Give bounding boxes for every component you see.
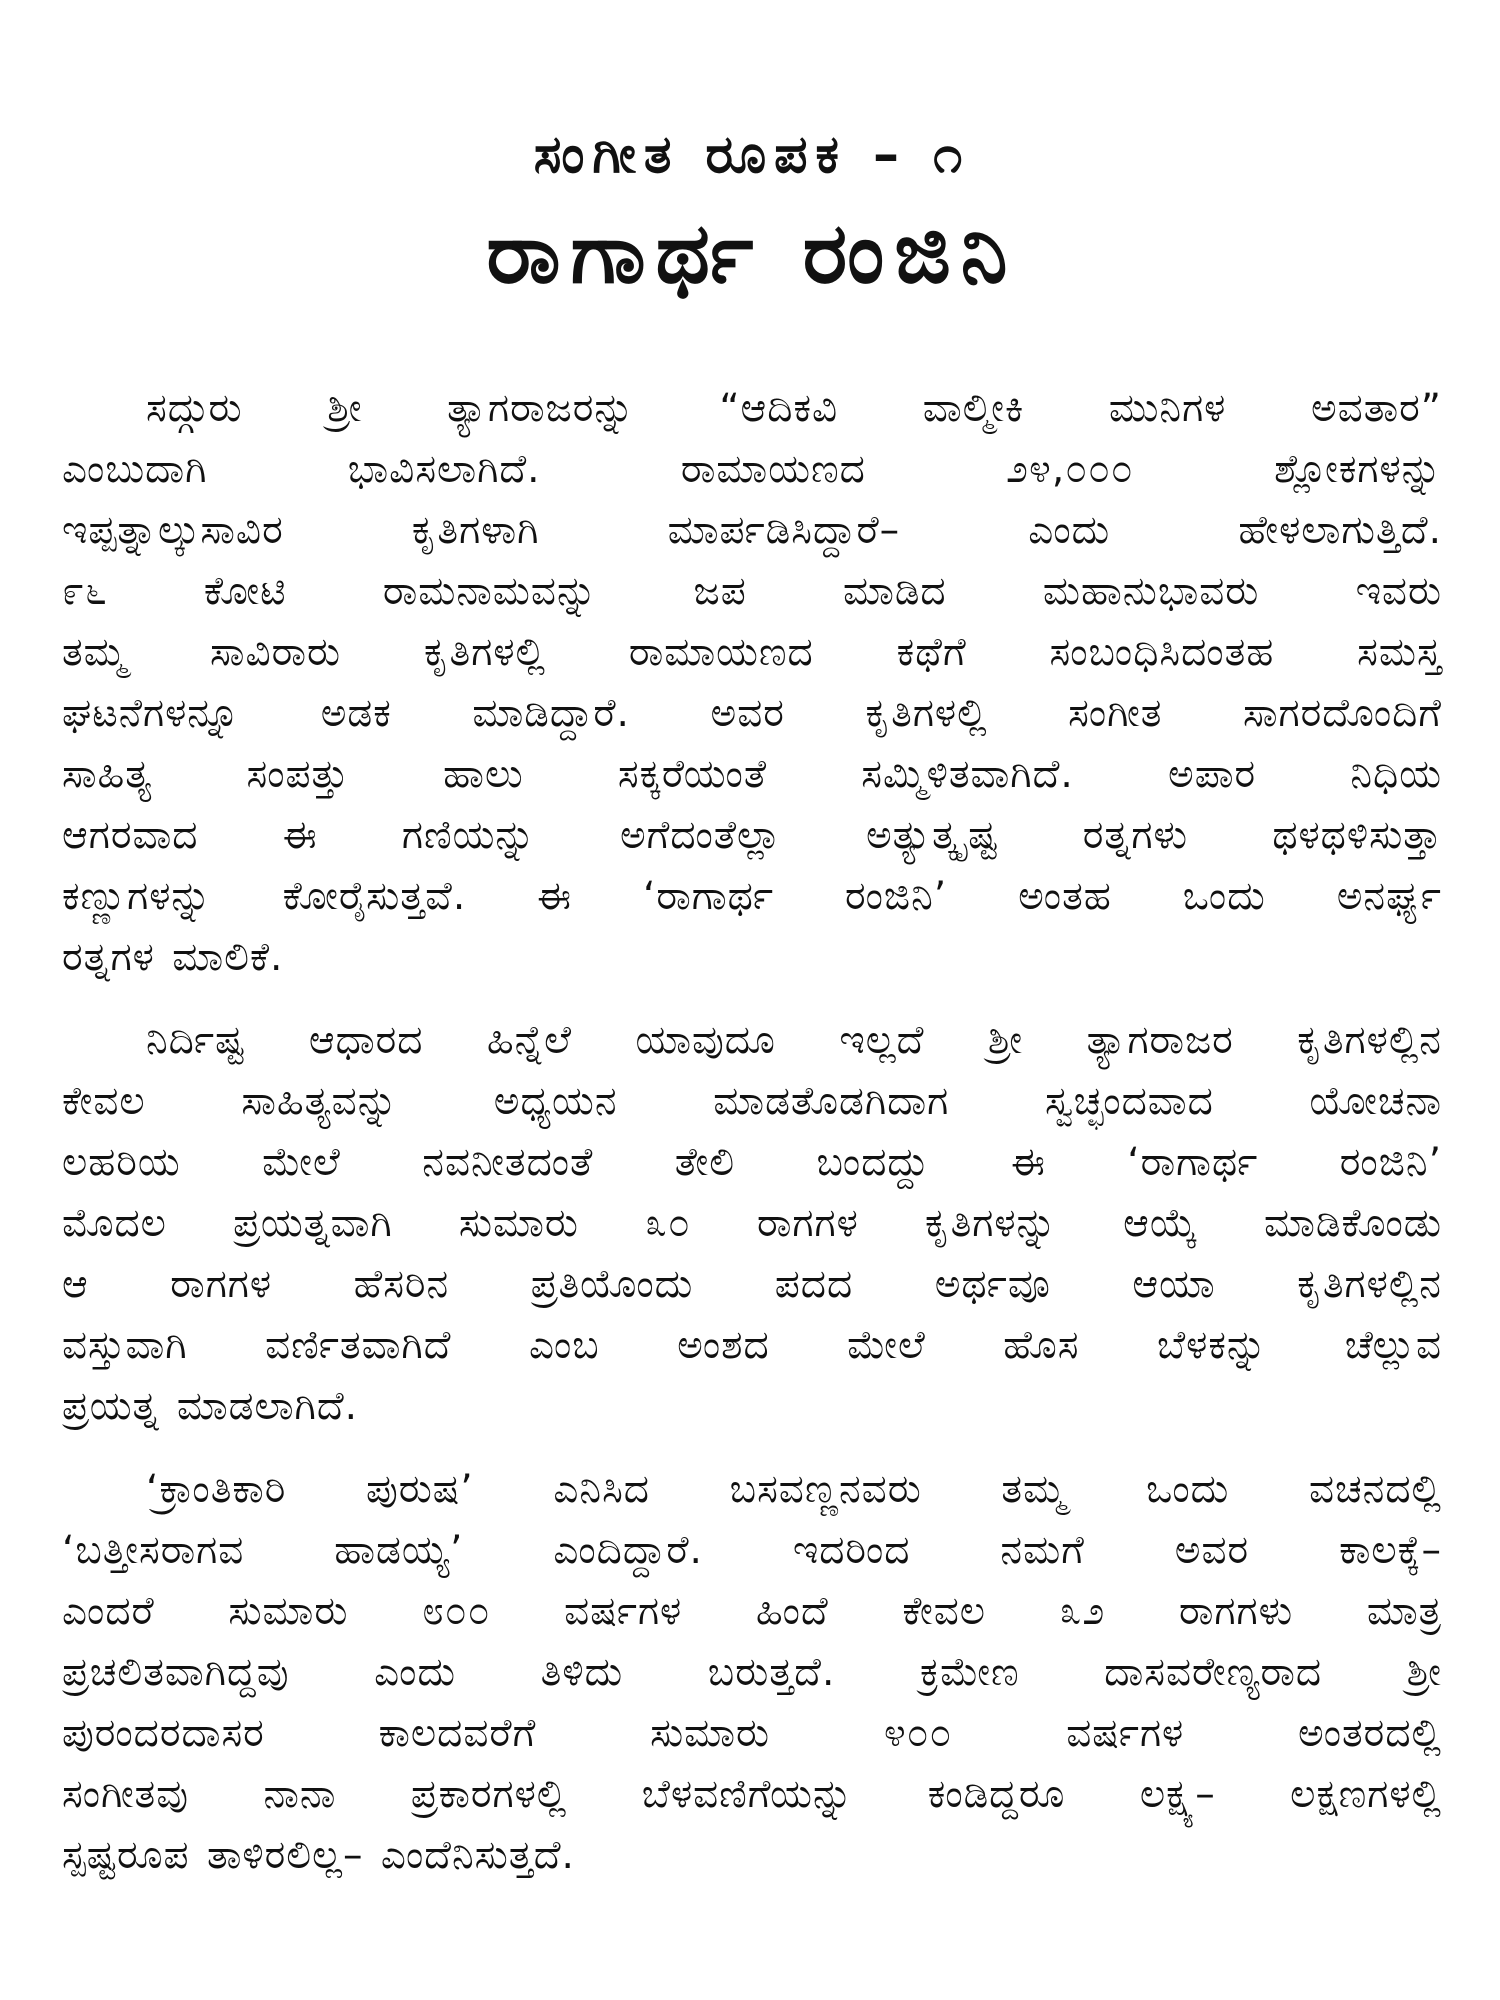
text-line: ಘಟನೆಗಳನ್ನೂ ಅಡಕ ಮಾಡಿದ್ದಾರೆ. ಅವರ ಕೃತಿಗಳಲ್ಲಿ ಸಂಗೀತ ಸಾಗರದೊಂದಿಗೆ (62, 691, 1442, 736)
paragraph-2 (62, 1010, 1442, 1437)
text-line: ಪುರಂದರದಾಸರ ಕಾಲದವರೆಗೆ ಸುಮಾರು ೪೦೦ ವರ್ಷಗಳ ಅಂತರದಲ್ಲಿ (62, 1711, 1442, 1756)
text-line: ಎಂಬುದಾಗಿ ಭಾವಿಸಲಾಗಿದೆ. ರಾಮಾಯಣದ ೨೪,೦೦೦ ಶ್ಲೋಕಗಳನ್ನು (62, 447, 1442, 492)
text-line: ಸ್ಪಷ್ಟರೂಪ ತಾಳಿರಲಿಲ್ಲ– ಎಂದೆನಿಸುತ್ತದೆ. (62, 1833, 575, 1878)
text-line: ಆ ರಾಗಗಳ ಹೆಸರಿನ ಪ್ರತಿಯೊಂದು ಪದದ ಅರ್ಥವೂ ಆಯಾ ಕೃತಿಗಳಲ್ಲಿನ (62, 1262, 1442, 1307)
text-line: ಮೊದಲ ಪ್ರಯತ್ನವಾಗಿ ಸುಮಾರು ೩೦ ರಾಗಗಳ ಕೃತಿಗಳನ್ನು ಆಯ್ಕೆ ಮಾಡಿಕೊಂಡು (62, 1201, 1442, 1246)
paragraph-1 (62, 378, 1442, 988)
text-line: ಸಂಗೀತವು ನಾನಾ ಪ್ರಕಾರಗಳಲ್ಲಿ ಬೆಳವಣಿಗೆಯನ್ನು ಕಂಡಿದ್ದರೂ ಲಕ್ಷ್ಯ– ಲಕ್ಷಣಗಳಲ್ಲಿ (62, 1772, 1442, 1817)
paragraph-3 (62, 1459, 1442, 1886)
page-subtitle: ಸಂಗೀತ ರೂಪಕ – ೧ (533, 125, 971, 185)
text-line: ಎಂದರೆ ಸುಮಾರು ೮೦೦ ವರ್ಷಗಳ ಹಿಂದೆ ಕೇವಲ ೩೨ ರಾಗಗಳು ಮಾತ್ರ (62, 1589, 1442, 1634)
text-line: ಸದ್ಗುರು ಶ್ರೀ ತ್ಯಾಗರಾಜರನ್ನು “ಆದಿಕವಿ ವಾಲ್ಮೀಕಿ ಮುನಿಗಳ ಅವತಾರ” (146, 386, 1442, 431)
text-line: ಸಾಹಿತ್ಯ ಸಂಪತ್ತು ಹಾಲು ಸಕ್ಕರೆಯಂತೆ ಸಮ್ಮಿಳಿತವಾಗಿದೆ. ಅಪಾರ ನಿಧಿಯ (62, 752, 1442, 797)
text-line: ರತ್ನಗಳ ಮಾಲಿಕೆ. (62, 935, 284, 980)
text-line: ನಿರ್ದಿಷ್ಟ ಆಧಾರದ ಹಿನ್ನೆಲೆ ಯಾವುದೂ ಇಲ್ಲದೆ ಶ್ರೀ ತ್ಯಾಗರಾಜರ ಕೃತಿಗಳಲ್ಲಿನ (146, 1018, 1442, 1063)
text-line: ಕಣ್ಣುಗಳನ್ನು ಕೋರೈಸುತ್ತವೆ. ಈ ‘ರಾಗಾರ್ಥ ರಂಜಿನಿ’ ಅಂತಹ ಒಂದು ಅನರ್ಘ್ಯ (62, 874, 1442, 919)
text-line: ಲಹರಿಯ ಮೇಲೆ ನವನೀತದಂತೆ ತೇಲಿ ಬಂದದ್ದು ಈ ‘ರಾಗಾರ್ಥ ರಂಜಿನಿ’ (62, 1140, 1442, 1185)
text-line: ಪ್ರಚಲಿತವಾಗಿದ್ದವು ಎಂದು ತಿಳಿದು ಬರುತ್ತದೆ. ಕ್ರಮೇಣ ದಾಸವರೇಣ್ಯರಾದ ಶ್ರೀ (62, 1650, 1442, 1695)
page-title: ರಾಗಾರ್ಥ ರಂಜಿನಿ (486, 204, 1018, 302)
text-line: ಇಪ್ಪತ್ನಾಲ್ಕುಸಾವಿರ ಕೃತಿಗಳಾಗಿ ಮಾರ್ಪಡಿಸಿದ್ದಾರೆ– ಎಂದು ಹೇಳಲಾಗುತ್ತಿದೆ. (62, 508, 1442, 553)
text-line: ಪ್ರಯತ್ನ ಮಾಡಲಾಗಿದೆ. (62, 1384, 359, 1429)
text-line: ೯೬ ಕೋಟಿ ರಾಮನಾಮವನ್ನು ಜಪ ಮಾಡಿದ ಮಹಾನುಭಾವರು ಇವರು (62, 569, 1442, 614)
text-line: ‘ಕ್ರಾಂತಿಕಾರಿ ಪುರುಷ’ ಎನಿಸಿದ ಬಸವಣ್ಣನವರು ತಮ್ಮ ಒಂದು ವಚನದಲ್ಲಿ (146, 1467, 1442, 1512)
text-line: ವಸ್ತುವಾಗಿ ವರ್ಣಿತವಾಗಿದೆ ಎಂಬ ಅಂಶದ ಮೇಲೆ ಹೊಸ ಬೆಳಕನ್ನು ಚೆಲ್ಲುವ (62, 1323, 1442, 1368)
text-line: ಕೇವಲ ಸಾಹಿತ್ಯವನ್ನು ಅಧ್ಯಯನ ಮಾಡತೊಡಗಿದಾಗ ಸ್ವಚ್ಛಂದವಾದ ಯೋಚನಾ (62, 1079, 1442, 1124)
text-line: ‘ಬತ್ತೀಸರಾಗವ ಹಾಡಯ್ಯ’ ಎಂದಿದ್ದಾರೆ. ಇದರಿಂದ ನಮಗೆ ಅವರ ಕಾಲಕ್ಕೆ– (62, 1528, 1442, 1573)
text-line: ತಮ್ಮ ಸಾವಿರಾರು ಕೃತಿಗಳಲ್ಲಿ ರಾಮಾಯಣದ ಕಥೆಗೆ ಸಂಬಂಧಿಸಿದಂತಹ ಸಮಸ್ತ (62, 630, 1442, 675)
text-line: ಆಗರವಾದ ಈ ಗಣಿಯನ್ನು ಅಗೆದಂತೆಲ್ಲಾ ಅತ್ಯುತ್ಕೃಷ್ಟ ರತ್ನಗಳು ಥಳಥಳಿಸುತ್ತಾ (62, 813, 1442, 858)
